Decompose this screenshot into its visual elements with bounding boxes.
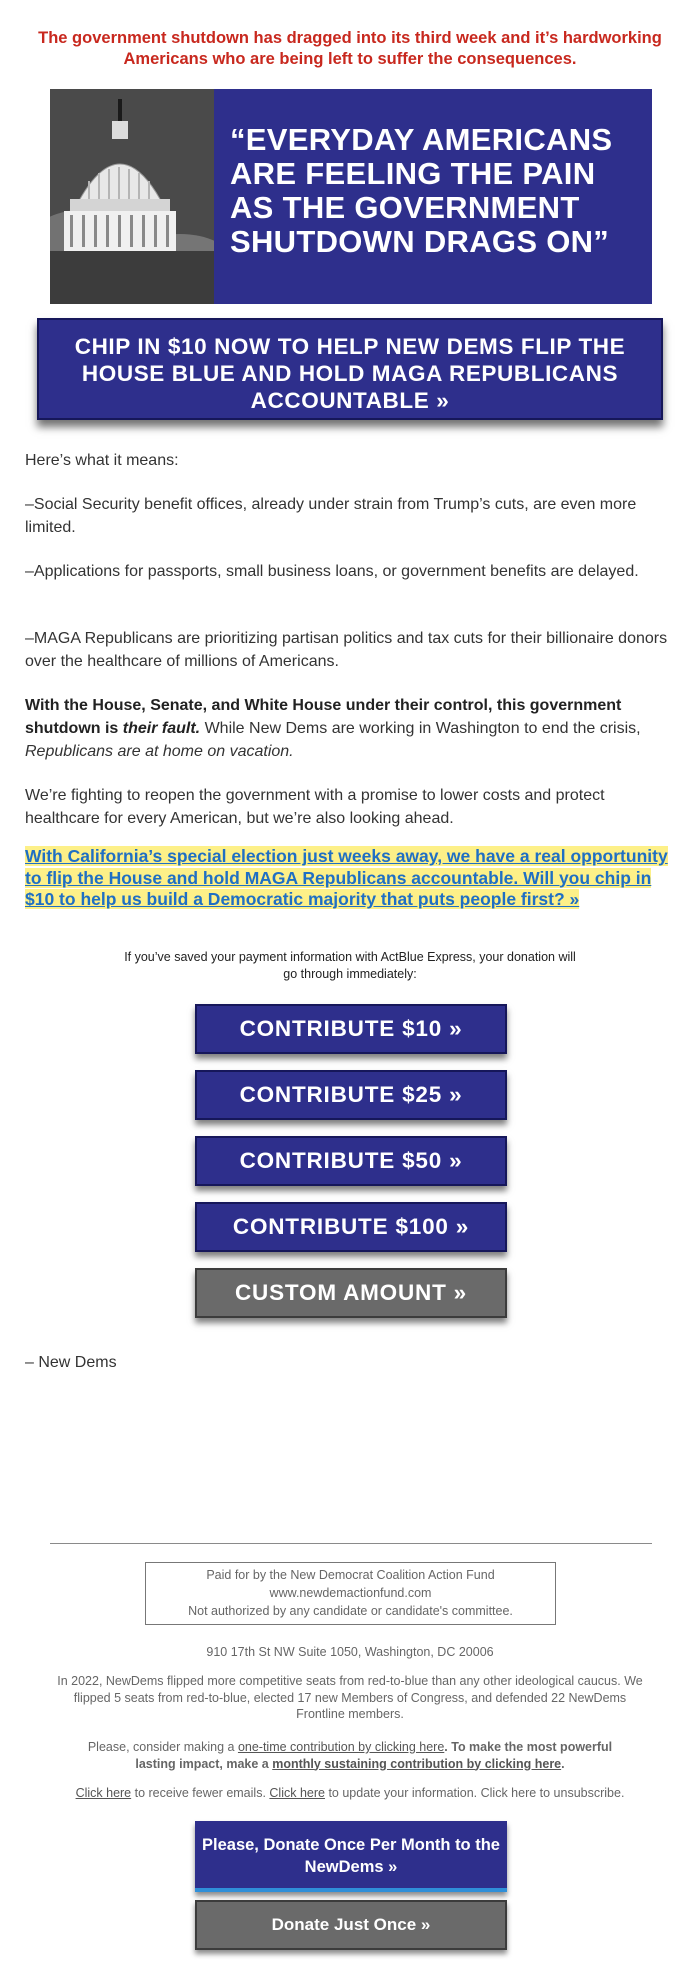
contribute-25-button[interactable]: CONTRIBUTE $25 » [195,1070,507,1120]
donate-monthly-button[interactable]: Please, Donate Once Per Month to the NewDems » [195,1821,507,1892]
email-preferences [55,1785,645,1802]
headline: The government shutdown has dragged into its third week and it’s hardworking Americans who are being left to suffer the consequences. [38,29,662,68]
chip-in-banner-button[interactable]: CHIP IN $10 NOW TO HELP NEW DEMS FLIP THE HOUSE BLUE AND HOLD MAGA REPUBLICANS ACCOUNTABLE » [37,318,663,420]
update-info-link[interactable]: Click here [269,1786,325,1800]
point-social-security: –Social Security benefit offices, already under strain from Trump’s cuts, are even more limited. [25,496,637,536]
consider-paragraph [55,1739,645,1772]
not-authorized-text: Not authorized by any candidate or candidate's committee. [188,1604,513,1618]
donate-once-button[interactable]: Donate Just Once » [195,1900,507,1950]
monthly-contribution-link[interactable]: monthly sustaining contribution by clicking here [272,1756,562,1771]
contribute-50-button[interactable]: CONTRIBUTE $50 » [195,1136,507,1186]
paid-for-text: Paid for by the New Democrat Coalition Action Fund [206,1568,495,1582]
point-applications: –Applications for passports, small business loans, or government benefits are delayed. [25,563,639,580]
hero-quote: “EVERYDAY AMERICANS ARE FEELING THE PAIN AS THE GOVERNMENT SHUTDOWN DRAGS ON” [230,122,613,259]
fault-rest-text: While New Dems are working in Washington to end the crisis, [200,720,641,737]
about-text: In 2022, NewDems flipped more competitive seats from red-to-blue than any other ideological caucus. We flipped 5 seats from red-to-blue, elected 17 new Members of Congress, and defended 22 NewDems Frontline members. [57,1674,643,1721]
update-info-text[interactable]: to update your information. Click here to unsubscribe. [324,1786,625,1800]
signoff: – New Dems [25,1354,117,1371]
website-text: www.newdemactionfund.com [269,1586,432,1600]
fault-bold-italic-text: their fault. [122,720,201,737]
footer-divider [50,1543,652,1544]
fighting-paragraph: We’re fighting to reopen the government with a promise to lower costs and protect healthcare for every American, but we’re also looking ahead. [25,787,605,827]
fewer-emails-text: to receive fewer emails. [131,1786,270,1800]
capitol-dome-image [50,89,214,304]
one-time-contribution-link[interactable]: one-time contribution by clicking here [237,1740,445,1754]
fewer-emails-link[interactable]: Click here [75,1786,132,1800]
contribute-100-button[interactable]: CONTRIBUTE $100 » [195,1202,507,1252]
intro-text: Here’s what it means: [25,452,179,469]
contribute-10-button[interactable]: CONTRIBUTE $10 » [195,1004,507,1054]
fault-italic-text: Republicans are at home on vacation. [25,743,294,760]
fault-bold-text: With the House, Senate, and White House under their control, this government shutdown is [25,697,622,737]
custom-amount-button[interactable]: CUSTOM AMOUNT » [195,1268,507,1318]
consider-mid-text: . To make the most powerful lasting impact, make a [135,1740,613,1771]
address-text: 910 17th St NW Suite 1050, Washington, DC 20006 [206,1645,494,1659]
point-maga-priorities: –MAGA Republicans are prioritizing partisan politics and tax cuts for their billionaire donors over the healthcare of millions of Americans. [25,630,668,670]
actblue-express-note: If you’ve saved your payment information with ActBlue Express, your donation will go through immediately: [124,950,576,981]
consider-pre-text: Please, consider making a [87,1740,238,1754]
hero-banner[interactable] [50,89,652,304]
fault-paragraph [25,694,680,763]
consider-end-text: . [561,1756,565,1771]
highlight-paragraph [25,846,680,911]
special-election-link[interactable]: With California’s special election just weeks away, we have a real opportunity to flip the House and hold MAGA Republicans accountable. Will you chip in $10 to help us build a Democratic majority that puts people first? » [25,846,668,909]
paid-for-box [145,1562,556,1625]
